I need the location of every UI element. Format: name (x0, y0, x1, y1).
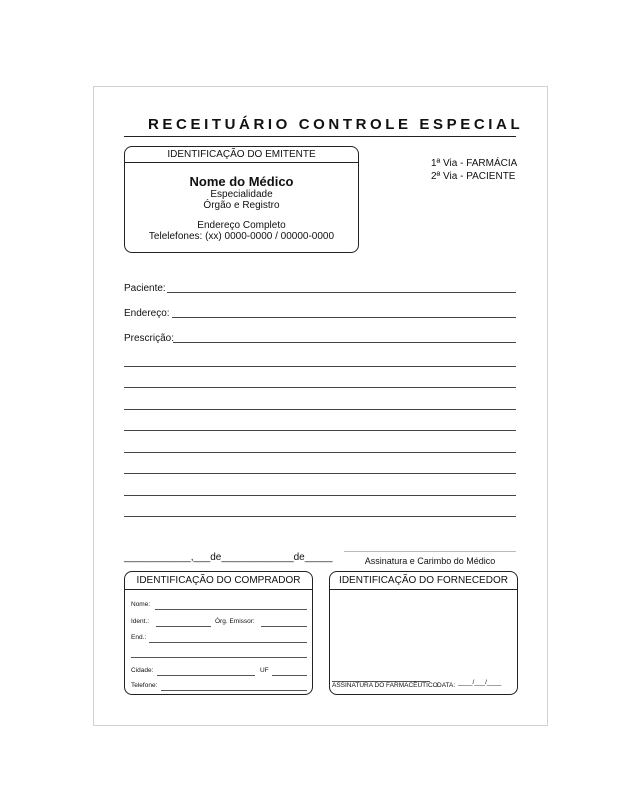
prescription-line[interactable] (124, 409, 516, 410)
address-line[interactable] (172, 317, 516, 318)
doctor-registry: Órgão e Registro (203, 200, 280, 211)
buyer-address-line[interactable] (149, 642, 307, 643)
buyer-heading: IDENTIFICAÇÃO DO COMPRADOR (125, 572, 312, 590)
emitter-heading: IDENTIFICAÇÃO DO EMITENTE (125, 147, 358, 163)
buyer-ident-label: Ident.: (131, 618, 150, 625)
pharmacist-signature-label: ASSINATURA DO FARMACÊUTICO (332, 682, 438, 689)
buyer-state-label: UF (260, 667, 269, 674)
buyer-issuer-label: Órg. Emissor: (215, 618, 255, 625)
title-divider (124, 136, 516, 137)
buyer-name-line[interactable] (155, 609, 307, 610)
buyer-phone-label: Telefone: (131, 682, 158, 689)
buyer-address-label: End.: (131, 634, 147, 641)
prescription-line[interactable] (124, 387, 516, 388)
prescription-line[interactable] (124, 366, 516, 367)
supplier-box (329, 571, 518, 695)
copy-list (431, 157, 517, 183)
buyer-phone-line[interactable] (161, 690, 307, 691)
signature-label: Assinatura e Carimbo do Médico (364, 556, 496, 566)
buyer-ident-line[interactable] (156, 626, 211, 627)
form-title: RECEITUÁRIO CONTROLE ESPECIAL (148, 116, 524, 133)
doctor-phones: Telelefones: (xx) 0000-0000 / 00000-0000 (148, 231, 335, 242)
doctor-specialty: Especialidade (210, 189, 273, 200)
prescription-line[interactable] (124, 452, 516, 453)
prescription-line[interactable] (124, 495, 516, 496)
buyer-name-label: Nome: (131, 601, 151, 608)
supplier-heading: IDENTIFICAÇÃO DO FORNECEDOR (330, 572, 517, 590)
doctor-address: Endereço Completo (197, 220, 286, 231)
buyer-issuer-line[interactable] (261, 626, 307, 627)
prescription-line[interactable] (173, 342, 516, 343)
prescription-label: Prescrição: (124, 333, 175, 344)
buyer-address-line-2[interactable] (131, 657, 307, 658)
address-label: Endereço: (124, 308, 170, 319)
prescription-line[interactable] (124, 430, 516, 431)
date-field[interactable]: ____________,___de_____________de_____ (124, 552, 333, 563)
patient-line[interactable] (167, 292, 516, 293)
signature-line[interactable] (344, 551, 516, 552)
buyer-box (124, 571, 313, 695)
patient-label: Paciente: (124, 283, 166, 294)
prescription-line[interactable] (124, 516, 516, 517)
copy-first: 1ª Via - FARMÁCIA (431, 158, 518, 169)
copy-second: 2ª Via - PACIENTE (431, 171, 516, 182)
buyer-state-line[interactable] (272, 675, 307, 676)
doctor-name: Nome do Médico (189, 174, 294, 189)
buyer-city-line[interactable] (157, 675, 255, 676)
prescription-line[interactable] (124, 473, 516, 474)
emitter-box (124, 146, 359, 253)
supplier-date-label: DATA: (437, 682, 456, 689)
buyer-city-label: Cidade: (131, 667, 154, 674)
supplier-date-field[interactable]: ____/___/____ (458, 679, 502, 686)
